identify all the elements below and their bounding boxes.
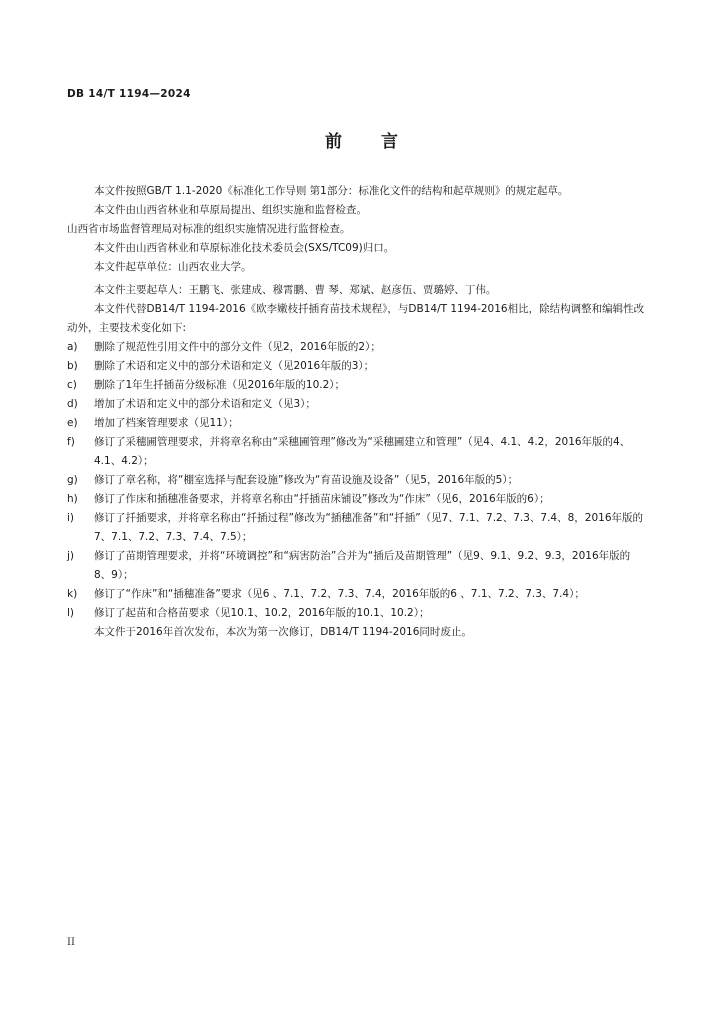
list-item-label: j): [67, 550, 75, 562]
list-item-text: 修订了起苗和合格苗要求（见10.1、10.2，2016年版的10.1、10.2）；: [94, 607, 430, 619]
list-item-text: 增加了档案管理要求（见11）；: [94, 417, 239, 429]
list-item-text: 修订了作床和插穗准备要求，并将章名称由“扦插苗床铺设”修改为“作床”（见6，2016年版的6）；: [94, 493, 550, 505]
list-item-text: 修订了扦插要求，并将章名称由“扦插过程”修改为“插穗准备”和“扦插”（见7、7.1、7.2、7.3、7.4、8，2016年版的7、7.1、7.2、7.3、7.4、7.5）；: [94, 512, 644, 543]
paragraph-committee: 本文件由山西省林业和草原标准化技术委员会(SXS/TC09)归口。: [94, 242, 395, 254]
list-item-text: 修订了“作床”和“插穗准备”要求（见6 、7.1、7.2、7.3、7.4，2016年版的6 、7.1、7.2、7.3、7.4）；: [94, 588, 585, 600]
list-item: [67, 471, 647, 490]
list-item-label: f): [67, 436, 75, 448]
list-item: [67, 376, 647, 395]
list-item-label: i): [67, 512, 75, 524]
title-part-2: 言: [381, 132, 399, 152]
list-item: [67, 357, 647, 376]
list-item: [67, 509, 647, 547]
list-item-text: 修订了章名称，将“棚室选择与配套设施”修改为“育苗设施及设备”（见5，2016年版的5）；: [94, 474, 519, 486]
list-item: [67, 604, 647, 623]
paragraph-drafting-unit: 本文件起草单位：山西农业大学。: [94, 261, 252, 273]
title-part-1: 前: [325, 132, 343, 152]
list-item-text: 修订了苗期管理要求，并将“环境调控”和“病害防治”合并为“插后及苗期管理”（见9、9.1、9.2、9.3，2016年版的8、9）；: [94, 550, 631, 581]
preface-body: [67, 182, 647, 642]
list-item: [67, 547, 647, 585]
list-item-label: g): [67, 474, 78, 486]
list-item-text: 删除了规范性引用文件中的部分文件（见2，2016年版的2）；: [94, 341, 381, 353]
list-item-label: c): [67, 379, 77, 391]
list-item: [67, 338, 647, 357]
list-item-label: k): [67, 588, 78, 600]
list-item-text: 增加了术语和定义中的部分术语和定义（见3）；: [94, 398, 316, 410]
paragraph-replacement: 本文件代替DB14/T 1194-2016《欧李嫩枝扦插育苗技术规程》，与DB14/T 1194-2016相比，除结构调整和编辑性改动外，主要技术变化如下:: [67, 303, 645, 334]
changes-list: [67, 338, 647, 623]
list-item-text: 删除了1年生扦插苗分级标准（见2016年版的10.2）；: [94, 379, 346, 391]
document-number: DB 14/T 1194—2024: [67, 88, 191, 100]
paragraph-proposer: 本文件由山西省林业和草原局提出、组织实施和监督检查。: [94, 204, 367, 216]
list-item-label: h): [67, 493, 78, 505]
list-item-label: e): [67, 417, 78, 429]
list-item: [67, 585, 647, 604]
page-number: II: [67, 937, 75, 948]
paragraph-drafters: 本文件主要起草人：王鹏飞、张建成、穆霄鹏、曹 琴、郑斌、赵彦伍、贾璐婷、丁伟。: [94, 284, 497, 296]
list-item-label: a): [67, 341, 78, 353]
list-item-text: 删除了术语和定义中的部分术语和定义（见2016年版的3）；: [94, 360, 375, 372]
paragraph-drafting-rules: 本文件按照GB/T 1.1-2020《标准化工作导则 第1部分：标准化文件的结构和起草规则》的规定起草。: [94, 185, 569, 197]
list-item-text: 修订了采穗圃管理要求，并将章名称由“采穗圃管理”修改为“采穗圃建立和管理”（见4、4.1、4.2，2016年版的4、4.1、4.2）；: [94, 436, 631, 467]
list-item-label: b): [67, 360, 78, 372]
paragraph-supervision: 山西省市场监督管理局对标准的组织实施情况进行监督检查。: [67, 223, 351, 235]
page-title: [0, 127, 724, 152]
paragraph-closing: 本文件于2016年首次发布，本次为第一次修订，DB14/T 1194-2016同时废止。: [94, 626, 472, 638]
list-item: [67, 395, 647, 414]
list-item: [67, 490, 647, 509]
list-item: [67, 433, 647, 471]
list-item: [67, 414, 647, 433]
list-item-label: l): [67, 607, 75, 619]
list-item-label: d): [67, 398, 78, 410]
